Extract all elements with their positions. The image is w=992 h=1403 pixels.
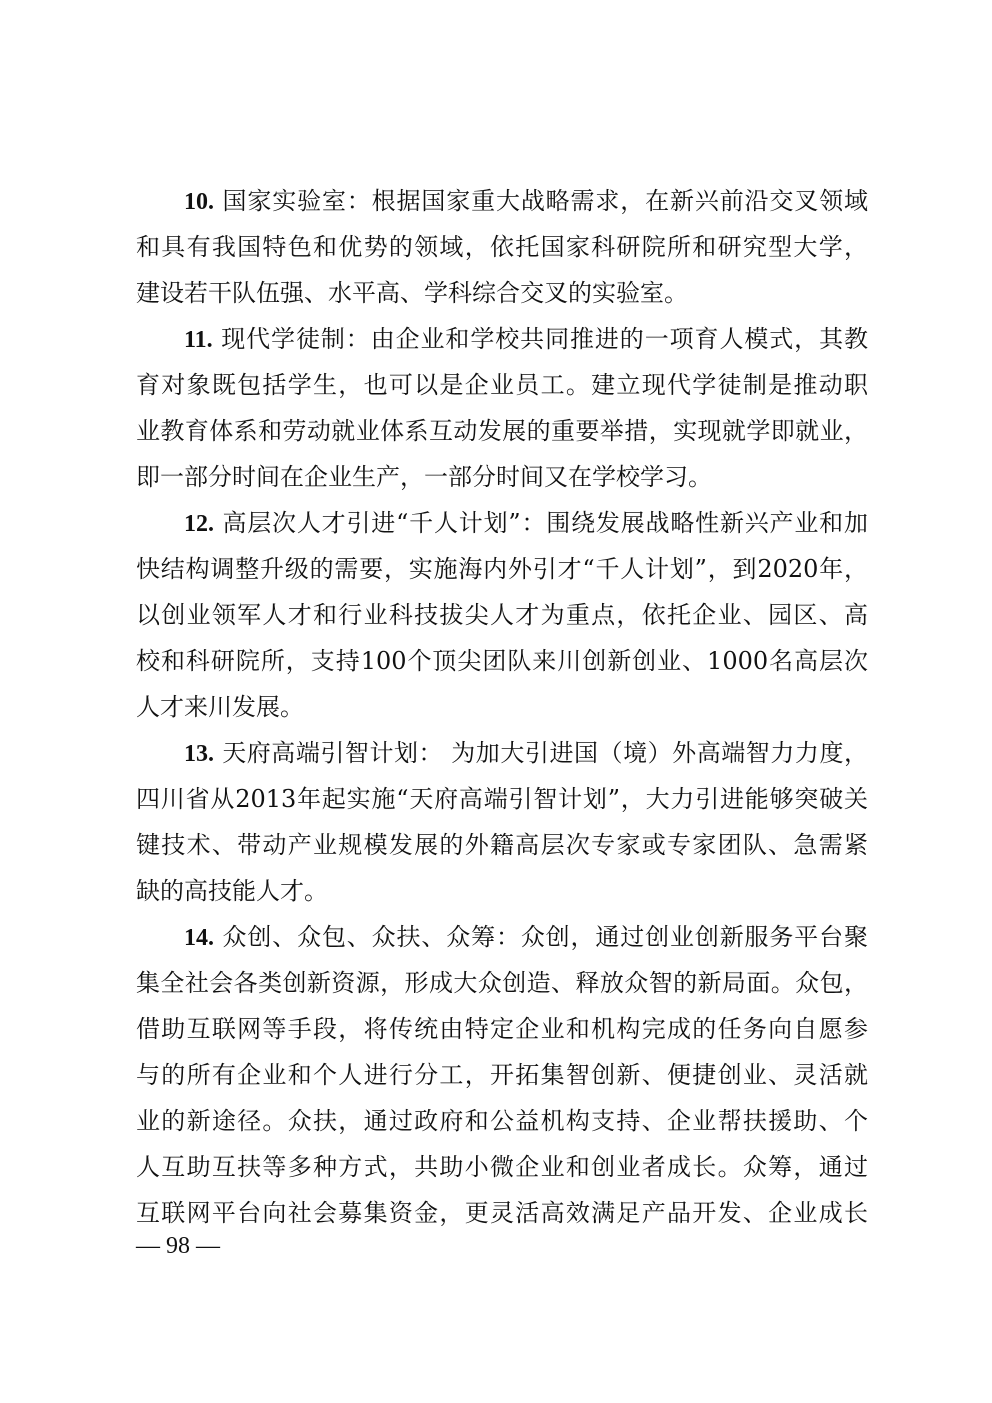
entry-14-line-4: 与的所有企业和个人进行分工，开拓集智创新、便捷创业、灵活就 [136, 1061, 868, 1089]
entry-13-line-2: 四川省从2013年起实施“天府高端引智计划”，大力引进能够突破关 [136, 785, 868, 813]
entry-11-line-2: 育对象既包括学生，也可以是企业员工。建立现代学徒制是推动职 [136, 371, 868, 399]
entry-10-line-2: 和具有我国特色和优势的领域，依托国家科研院所和研究型大学， [136, 233, 868, 261]
entry-number: 14. [184, 925, 214, 951]
entry-13-line-1: 13. 天府高端引智计划： 为加大引进国（境）外高端智力力度， [184, 739, 868, 767]
entry-12-line-5: 人才来川发展。 [136, 693, 304, 721]
entry-14-line-6: 人互助互扶等多种方式，共助小微企业和创业者成长。众筹，通过 [136, 1153, 868, 1181]
entry-14-line-5: 业的新途径。众扶，通过政府和公益机构支持、企业帮扶援助、个 [136, 1107, 868, 1135]
entry-number: 11. [184, 327, 213, 353]
entry-number: 12. [184, 511, 214, 537]
entry-11-line-1: 11. 现代学徒制：由企业和学校共同推进的一项育人模式，其教 [184, 325, 868, 353]
entry-12-line-3: 以创业领军人才和行业科技拔尖人才为重点，依托企业、园区、高 [136, 601, 868, 629]
entry-number: 10. [184, 189, 214, 215]
entry-11-line-4: 即一部分时间在企业生产，一部分时间又在学校学习。 [136, 463, 712, 491]
entry-12-line-1: 12. 高层次人才引进“千人计划”：围绕发展战略性新兴产业和加 [184, 509, 868, 537]
entry-13-line-4: 缺的高技能人才。 [136, 877, 328, 905]
entry-14-line-7: 互联网平台向社会募集资金，更灵活高效满足产品开发、企业成长 [136, 1199, 868, 1227]
entry-13-line-3: 键技术、带动产业规模发展的外籍高层次专家或专家团队、急需紧 [136, 831, 868, 859]
page-number: — 98 — [136, 1233, 220, 1259]
entry-14-line-3: 借助互联网等手段，将传统由特定企业和机构完成的任务向自愿参 [136, 1015, 868, 1043]
entry-10-line-3: 建设若干队伍强、水平高、学科综合交叉的实验室。 [136, 279, 688, 307]
entry-11-line-3: 业教育体系和劳动就业体系互动发展的重要举措，实现就学即就业， [136, 417, 868, 445]
entry-12-line-2: 快结构调整升级的需要，实施海内外引才“千人计划”，到2020年， [136, 555, 868, 583]
entry-14-line-1: 14. 众创、众包、众扶、众筹：众创，通过创业创新服务平台聚 [184, 923, 868, 951]
entry-12-line-4: 校和科研院所，支持100个顶尖团队来川创新创业、1000名高层次 [136, 647, 868, 675]
entry-10-line-1: 10. 国家实验室：根据国家重大战略需求，在新兴前沿交叉领域 [184, 187, 868, 215]
entry-14-line-2: 集全社会各类创新资源，形成大众创造、释放众智的新局面。众包， [136, 969, 868, 997]
entry-number: 13. [184, 741, 214, 767]
